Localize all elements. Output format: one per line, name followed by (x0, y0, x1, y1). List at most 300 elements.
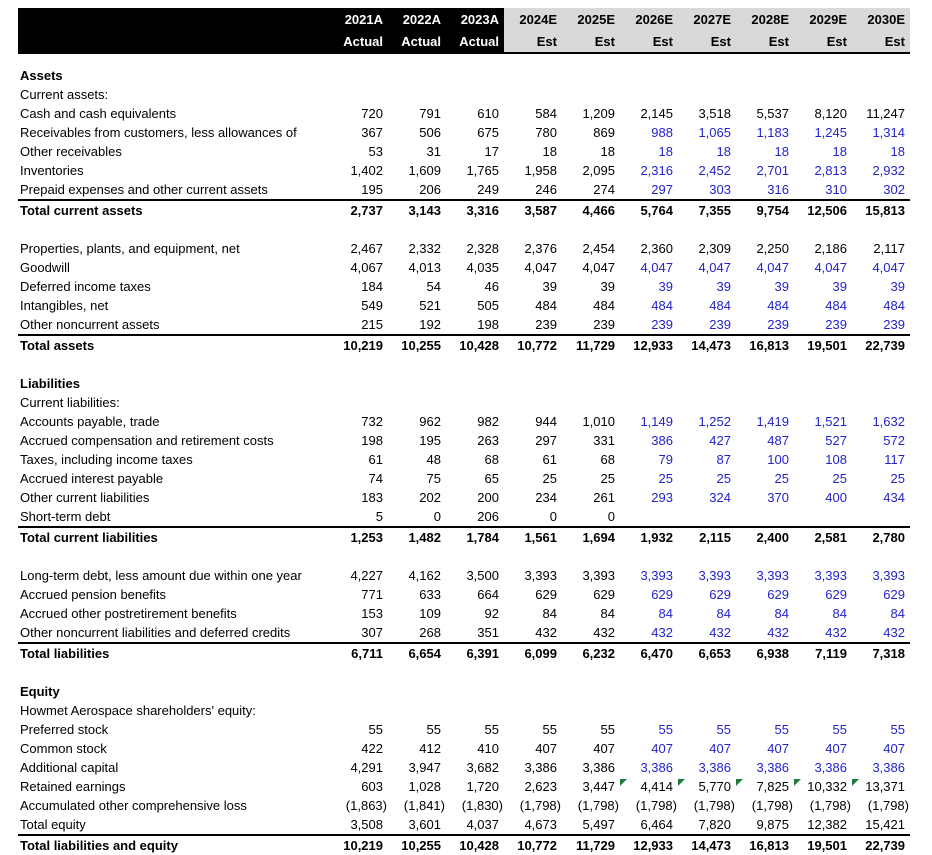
row-label-accumulated-other-comprehensive-loss[interactable]: Accumulated other comprehensive loss (20, 798, 247, 813)
value-cell-short-term-debt-2024E[interactable]: 0 (549, 509, 557, 524)
value-cell-retained-earnings-2030E[interactable]: 13,371 (852, 777, 910, 796)
value-cell-additional-capital-2021A[interactable]: 4,291 (350, 760, 383, 775)
row-label-total-current-assets[interactable]: Total current assets (18, 200, 330, 220)
header-corner-cell[interactable] (18, 8, 330, 30)
value-cell-short-term-debt-2023A[interactable]: 206 (477, 509, 499, 524)
value-cell-receivables-from-customers-less-allowances-of-2029E[interactable]: 1,245 (814, 125, 847, 140)
value-cell-deferred-income-taxes-2022A[interactable]: 54 (426, 279, 441, 294)
value-cell-common-stock-2022A[interactable]: 412 (419, 741, 441, 756)
value-cell-other-noncurrent-liabilities-and-deferred-credits-2023A[interactable]: 351 (477, 625, 499, 640)
value-cell-goodwill-2026E[interactable]: 4,047 (640, 260, 673, 275)
value-cell-total-current-assets-2023A[interactable]: 3,316 (446, 200, 504, 220)
value-cell-prepaid-expenses-and-other-current-assets-2028E[interactable]: 316 (767, 182, 789, 197)
value-cell-intangibles-net-2021A[interactable]: 549 (361, 298, 383, 313)
value-cell-accrued-compensation-and-retirement-costs-2028E[interactable]: 487 (767, 433, 789, 448)
value-cell-prepaid-expenses-and-other-current-assets-2026E[interactable]: 297 (651, 182, 673, 197)
value-cell-total-liabilities-2030E[interactable]: 7,318 (852, 643, 910, 663)
value-cell-preferred-stock-2027E[interactable]: 55 (716, 722, 731, 737)
column-header-2028E[interactable]: 2028E (736, 8, 794, 30)
value-cell-other-current-liabilities-2030E[interactable]: 434 (883, 490, 905, 505)
value-cell-short-term-debt-2026E[interactable] (620, 507, 678, 527)
value-cell-long-term-debt-less-amount-due-within-one-year-2030E[interactable]: 3,393 (872, 568, 905, 583)
value-cell-total-current-assets-2028E[interactable]: 9,754 (736, 200, 794, 220)
value-cell-other-noncurrent-liabilities-and-deferred-credits-2027E[interactable]: 432 (709, 625, 731, 640)
value-cell-total-equity-2021A[interactable]: 3,508 (350, 817, 383, 832)
value-cell-retained-earnings-2022A[interactable]: 1,028 (408, 779, 441, 794)
value-cell-deferred-income-taxes-2023A[interactable]: 46 (484, 279, 499, 294)
value-cell-accumulated-other-comprehensive-loss-2024E[interactable]: (1,798) (519, 798, 561, 813)
value-cell-accrued-interest-payable-2024E[interactable]: 25 (542, 471, 557, 486)
value-cell-total-equity-2030E[interactable]: 15,421 (865, 817, 905, 832)
value-cell-other-receivables-2030E[interactable]: 18 (890, 144, 905, 159)
value-cell-taxes-including-income-taxes-2027E[interactable]: 87 (716, 452, 731, 467)
value-cell-short-term-debt-2028E[interactable] (736, 507, 794, 527)
value-cell-total-current-liabilities-2021A[interactable]: 1,253 (330, 527, 388, 547)
value-cell-retained-earnings-2021A[interactable]: 603 (361, 779, 383, 794)
value-cell-accumulated-other-comprehensive-loss-2025E[interactable]: (1,798) (577, 798, 619, 813)
value-cell-common-stock-2025E[interactable]: 407 (593, 741, 615, 756)
row-label-other-noncurrent-liabilities-and-deferred-credits[interactable]: Other noncurrent liabilities and deferred credits (20, 625, 291, 640)
column-header-2023A[interactable]: 2023A (446, 8, 504, 30)
value-cell-cash-and-cash-equivalents-2023A[interactable]: 610 (477, 106, 499, 121)
row-label-accrued-interest-payable[interactable]: Accrued interest payable (20, 471, 164, 486)
value-cell-total-current-liabilities-2025E[interactable]: 1,694 (562, 527, 620, 547)
value-cell-other-current-liabilities-2026E[interactable]: 293 (651, 490, 673, 505)
value-cell-preferred-stock-2024E[interactable]: 55 (542, 722, 557, 737)
value-cell-total-liabilities-2023A[interactable]: 6,391 (446, 643, 504, 663)
column-subheader-2025E[interactable]: Est (562, 30, 620, 53)
value-cell-intangibles-net-2024E[interactable]: 484 (535, 298, 557, 313)
value-cell-inventories-2025E[interactable]: 2,095 (582, 163, 615, 178)
value-cell-additional-capital-2030E[interactable]: 3,386 (872, 760, 905, 775)
value-cell-long-term-debt-less-amount-due-within-one-year-2025E[interactable]: 3,393 (582, 568, 615, 583)
value-cell-accounts-payable-trade-2030E[interactable]: 1,632 (872, 414, 905, 429)
value-cell-deferred-income-taxes-2027E[interactable]: 39 (716, 279, 731, 294)
value-cell-total-current-assets-2021A[interactable]: 2,737 (330, 200, 388, 220)
value-cell-long-term-debt-less-amount-due-within-one-year-2023A[interactable]: 3,500 (466, 568, 499, 583)
value-cell-accrued-other-postretirement-benefits-2024E[interactable]: 84 (542, 606, 557, 621)
column-header-2027E[interactable]: 2027E (678, 8, 736, 30)
value-cell-accrued-interest-payable-2025E[interactable]: 25 (600, 471, 615, 486)
value-cell-inventories-2021A[interactable]: 1,402 (350, 163, 383, 178)
row-label-total-assets[interactable]: Total assets (18, 335, 330, 355)
value-cell-accrued-other-postretirement-benefits-2021A[interactable]: 153 (361, 606, 383, 621)
value-cell-accrued-compensation-and-retirement-costs-2024E[interactable]: 297 (535, 433, 557, 448)
value-cell-accrued-pension-benefits-2023A[interactable]: 664 (477, 587, 499, 602)
value-cell-deferred-income-taxes-2021A[interactable]: 184 (361, 279, 383, 294)
column-header-2024E[interactable]: 2024E (504, 8, 562, 30)
value-cell-other-receivables-2028E[interactable]: 18 (774, 144, 789, 159)
value-cell-accrued-other-postretirement-benefits-2023A[interactable]: 92 (484, 606, 499, 621)
row-label-retained-earnings[interactable]: Retained earnings (20, 779, 126, 794)
value-cell-total-liabilities-and-equity-2027E[interactable]: 14,473 (678, 835, 736, 855)
value-cell-total-current-liabilities-2029E[interactable]: 2,581 (794, 527, 852, 547)
value-cell-inventories-2024E[interactable]: 1,958 (524, 163, 557, 178)
value-cell-goodwill-2025E[interactable]: 4,047 (582, 260, 615, 275)
value-cell-intangibles-net-2025E[interactable]: 484 (593, 298, 615, 313)
value-cell-total-equity-2024E[interactable]: 4,673 (524, 817, 557, 832)
value-cell-total-liabilities-and-equity-2024E[interactable]: 10,772 (504, 835, 562, 855)
value-cell-total-assets-2022A[interactable]: 10,255 (388, 335, 446, 355)
row-label-short-term-debt[interactable]: Short-term debt (20, 509, 111, 524)
value-cell-deferred-income-taxes-2024E[interactable]: 39 (542, 279, 557, 294)
value-cell-prepaid-expenses-and-other-current-assets-2030E[interactable]: 302 (883, 182, 905, 197)
value-cell-preferred-stock-2025E[interactable]: 55 (600, 722, 615, 737)
value-cell-accumulated-other-comprehensive-loss-2021A[interactable]: (1,863) (345, 798, 387, 813)
value-cell-total-assets-2024E[interactable]: 10,772 (504, 335, 562, 355)
value-cell-other-noncurrent-liabilities-and-deferred-credits-2025E[interactable]: 432 (593, 625, 615, 640)
value-cell-goodwill-2023A[interactable]: 4,035 (466, 260, 499, 275)
value-cell-total-current-assets-2029E[interactable]: 12,506 (794, 200, 852, 220)
value-cell-other-receivables-2024E[interactable]: 18 (542, 144, 557, 159)
column-subheader-2030E[interactable]: Est (852, 30, 910, 53)
row-label-other-noncurrent-assets[interactable]: Other noncurrent assets (20, 317, 160, 332)
value-cell-accrued-other-postretirement-benefits-2028E[interactable]: 84 (774, 606, 789, 621)
row-label-total-liabilities-and-equity[interactable]: Total liabilities and equity (18, 835, 330, 855)
value-cell-intangibles-net-2029E[interactable]: 484 (825, 298, 847, 313)
value-cell-intangibles-net-2030E[interactable]: 484 (883, 298, 905, 313)
value-cell-accounts-payable-trade-2029E[interactable]: 1,521 (814, 414, 847, 429)
value-cell-additional-capital-2028E[interactable]: 3,386 (756, 760, 789, 775)
row-label-receivables-from-customers-less-allowances-of[interactable]: Receivables from customers, less allowances of (20, 125, 297, 140)
value-cell-additional-capital-2025E[interactable]: 3,386 (582, 760, 615, 775)
value-cell-total-current-assets-2026E[interactable]: 5,764 (620, 200, 678, 220)
row-label-howmet-aerospace-shareholders-equity[interactable]: Howmet Aerospace shareholders' equity: (20, 703, 256, 718)
value-cell-other-current-liabilities-2028E[interactable]: 370 (767, 490, 789, 505)
value-cell-intangibles-net-2026E[interactable]: 484 (651, 298, 673, 313)
value-cell-other-receivables-2025E[interactable]: 18 (600, 144, 615, 159)
value-cell-preferred-stock-2026E[interactable]: 55 (658, 722, 673, 737)
value-cell-total-liabilities-and-equity-2029E[interactable]: 19,501 (794, 835, 852, 855)
value-cell-accumulated-other-comprehensive-loss-2023A[interactable]: (1,830) (461, 798, 503, 813)
value-cell-taxes-including-income-taxes-2022A[interactable]: 48 (426, 452, 441, 467)
value-cell-total-equity-2028E[interactable]: 9,875 (756, 817, 789, 832)
value-cell-common-stock-2027E[interactable]: 407 (709, 741, 731, 756)
value-cell-receivables-from-customers-less-allowances-of-2021A[interactable]: 367 (361, 125, 383, 140)
value-cell-accrued-compensation-and-retirement-costs-2025E[interactable]: 331 (593, 433, 615, 448)
value-cell-cash-and-cash-equivalents-2029E[interactable]: 8,120 (814, 106, 847, 121)
value-cell-accounts-payable-trade-2021A[interactable]: 732 (361, 414, 383, 429)
value-cell-total-current-liabilities-2028E[interactable]: 2,400 (736, 527, 794, 547)
value-cell-short-term-debt-2021A[interactable]: 5 (375, 509, 383, 524)
value-cell-other-noncurrent-liabilities-and-deferred-credits-2030E[interactable]: 432 (883, 625, 905, 640)
value-cell-total-liabilities-2029E[interactable]: 7,119 (794, 643, 852, 663)
value-cell-inventories-2029E[interactable]: 2,813 (814, 163, 847, 178)
value-cell-total-liabilities-and-equity-2022A[interactable]: 10,255 (388, 835, 446, 855)
header-corner-cell[interactable] (18, 30, 330, 53)
value-cell-total-current-liabilities-2023A[interactable]: 1,784 (446, 527, 504, 547)
value-cell-total-assets-2023A[interactable]: 10,428 (446, 335, 504, 355)
value-cell-accrued-other-postretirement-benefits-2025E[interactable]: 84 (600, 606, 615, 621)
row-label-total-liabilities[interactable]: Total liabilities (18, 643, 330, 663)
value-cell-retained-earnings-2025E[interactable]: 3,447 (582, 779, 615, 794)
value-cell-receivables-from-customers-less-allowances-of-2026E[interactable]: 988 (651, 125, 673, 140)
value-cell-properties-plants-and-equipment-net-2024E[interactable]: 2,376 (524, 241, 557, 256)
value-cell-long-term-debt-less-amount-due-within-one-year-2021A[interactable]: 4,227 (350, 568, 383, 583)
value-cell-accumulated-other-comprehensive-loss-2026E[interactable]: (1,798) (635, 798, 677, 813)
value-cell-accrued-interest-payable-2021A[interactable]: 74 (368, 471, 383, 486)
value-cell-accrued-compensation-and-retirement-costs-2023A[interactable]: 263 (477, 433, 499, 448)
value-cell-accrued-other-postretirement-benefits-2027E[interactable]: 84 (716, 606, 731, 621)
row-label-goodwill[interactable]: Goodwill (20, 260, 70, 275)
value-cell-properties-plants-and-equipment-net-2022A[interactable]: 2,332 (408, 241, 441, 256)
value-cell-accrued-pension-benefits-2028E[interactable]: 629 (767, 587, 789, 602)
value-cell-total-liabilities-and-equity-2030E[interactable]: 22,739 (852, 835, 910, 855)
value-cell-accrued-pension-benefits-2025E[interactable]: 629 (593, 587, 615, 602)
column-header-2021A[interactable]: 2021A (330, 8, 388, 30)
value-cell-total-current-assets-2030E[interactable]: 15,813 (852, 200, 910, 220)
value-cell-total-assets-2026E[interactable]: 12,933 (620, 335, 678, 355)
value-cell-total-equity-2023A[interactable]: 4,037 (466, 817, 499, 832)
value-cell-properties-plants-and-equipment-net-2023A[interactable]: 2,328 (466, 241, 499, 256)
value-cell-additional-capital-2024E[interactable]: 3,386 (524, 760, 557, 775)
column-header-2026E[interactable]: 2026E (620, 8, 678, 30)
value-cell-receivables-from-customers-less-allowances-of-2030E[interactable]: 1,314 (872, 125, 905, 140)
value-cell-total-liabilities-2028E[interactable]: 6,938 (736, 643, 794, 663)
value-cell-accrued-other-postretirement-benefits-2026E[interactable]: 84 (658, 606, 673, 621)
column-header-2030E[interactable]: 2030E (852, 8, 910, 30)
value-cell-taxes-including-income-taxes-2030E[interactable]: 117 (884, 452, 905, 467)
row-label-accrued-compensation-and-retirement-costs[interactable]: Accrued compensation and retirement costs (20, 433, 274, 448)
value-cell-accrued-pension-benefits-2027E[interactable]: 629 (709, 587, 731, 602)
row-label-other-current-liabilities[interactable]: Other current liabilities (20, 490, 150, 505)
value-cell-taxes-including-income-taxes-2029E[interactable]: 108 (825, 452, 847, 467)
row-label-accounts-payable-trade[interactable]: Accounts payable, trade (20, 414, 160, 429)
value-cell-total-liabilities-and-equity-2028E[interactable]: 16,813 (736, 835, 794, 855)
value-cell-intangibles-net-2027E[interactable]: 484 (709, 298, 731, 313)
value-cell-goodwill-2024E[interactable]: 4,047 (524, 260, 557, 275)
row-label-properties-plants-and-equipment-net[interactable]: Properties, plants, and equipment, net (20, 241, 240, 256)
value-cell-other-noncurrent-assets-2023A[interactable]: 198 (477, 317, 499, 332)
value-cell-accounts-payable-trade-2026E[interactable]: 1,149 (640, 414, 673, 429)
value-cell-retained-earnings-2027E[interactable]: 5,770 (678, 777, 736, 796)
column-subheader-2029E[interactable]: Est (794, 30, 852, 53)
value-cell-receivables-from-customers-less-allowances-of-2025E[interactable]: 869 (593, 125, 615, 140)
value-cell-prepaid-expenses-and-other-current-assets-2029E[interactable]: 310 (825, 182, 847, 197)
value-cell-accumulated-other-comprehensive-loss-2029E[interactable]: (1,798) (809, 798, 851, 813)
value-cell-accrued-other-postretirement-benefits-2022A[interactable]: 109 (419, 606, 441, 621)
value-cell-total-assets-2029E[interactable]: 19,501 (794, 335, 852, 355)
value-cell-prepaid-expenses-and-other-current-assets-2022A[interactable]: 206 (419, 182, 441, 197)
value-cell-retained-earnings-2028E[interactable]: 7,825 (736, 777, 794, 796)
value-cell-total-liabilities-2021A[interactable]: 6,711 (330, 643, 388, 663)
value-cell-additional-capital-2027E[interactable]: 3,386 (698, 760, 731, 775)
value-cell-total-liabilities-2022A[interactable]: 6,654 (388, 643, 446, 663)
value-cell-common-stock-2023A[interactable]: 410 (477, 741, 499, 756)
row-label-inventories[interactable]: Inventories (20, 163, 84, 178)
value-cell-retained-earnings-2029E[interactable]: 10,332 (794, 777, 852, 796)
value-cell-accrued-interest-payable-2023A[interactable]: 65 (484, 471, 499, 486)
value-cell-common-stock-2029E[interactable]: 407 (825, 741, 847, 756)
value-cell-accrued-interest-payable-2029E[interactable]: 25 (832, 471, 847, 486)
value-cell-prepaid-expenses-and-other-current-assets-2023A[interactable]: 249 (477, 182, 499, 197)
value-cell-retained-earnings-2026E[interactable]: 4,414 (620, 777, 678, 796)
value-cell-total-equity-2026E[interactable]: 6,464 (640, 817, 673, 832)
value-cell-other-noncurrent-assets-2024E[interactable]: 239 (535, 317, 557, 332)
value-cell-accounts-payable-trade-2025E[interactable]: 1,010 (582, 414, 615, 429)
value-cell-other-current-liabilities-2025E[interactable]: 261 (593, 490, 615, 505)
row-label-additional-capital[interactable]: Additional capital (20, 760, 119, 775)
column-subheader-2024E[interactable]: Est (504, 30, 562, 53)
value-cell-properties-plants-and-equipment-net-2021A[interactable]: 2,467 (350, 241, 383, 256)
value-cell-long-term-debt-less-amount-due-within-one-year-2022A[interactable]: 4,162 (408, 568, 441, 583)
value-cell-accumulated-other-comprehensive-loss-2027E[interactable]: (1,798) (693, 798, 735, 813)
value-cell-total-equity-2025E[interactable]: 5,497 (582, 817, 615, 832)
value-cell-prepaid-expenses-and-other-current-assets-2024E[interactable]: 246 (535, 182, 557, 197)
column-subheader-2023A[interactable]: Actual (446, 30, 504, 53)
value-cell-retained-earnings-2024E[interactable]: 2,623 (524, 779, 557, 794)
value-cell-short-term-debt-2030E[interactable] (852, 507, 910, 527)
value-cell-accounts-payable-trade-2022A[interactable]: 962 (419, 414, 441, 429)
value-cell-additional-capital-2026E[interactable]: 3,386 (640, 760, 673, 775)
column-subheader-2021A[interactable]: Actual (330, 30, 388, 53)
value-cell-goodwill-2029E[interactable]: 4,047 (814, 260, 847, 275)
value-cell-other-noncurrent-liabilities-and-deferred-credits-2028E[interactable]: 432 (767, 625, 789, 640)
value-cell-deferred-income-taxes-2028E[interactable]: 39 (774, 279, 789, 294)
value-cell-deferred-income-taxes-2025E[interactable]: 39 (600, 279, 615, 294)
value-cell-properties-plants-and-equipment-net-2028E[interactable]: 2,250 (756, 241, 789, 256)
value-cell-accrued-interest-payable-2022A[interactable]: 75 (426, 471, 441, 486)
value-cell-short-term-debt-2027E[interactable] (678, 507, 736, 527)
value-cell-inventories-2022A[interactable]: 1,609 (408, 163, 441, 178)
value-cell-total-equity-2029E[interactable]: 12,382 (807, 817, 847, 832)
value-cell-total-equity-2027E[interactable]: 7,820 (698, 817, 731, 832)
value-cell-receivables-from-customers-less-allowances-of-2024E[interactable]: 780 (535, 125, 557, 140)
row-label-accrued-other-postretirement-benefits[interactable]: Accrued other postretirement benefits (20, 606, 237, 621)
column-subheader-2022A[interactable]: Actual (388, 30, 446, 53)
row-label-assets[interactable]: Assets (20, 68, 63, 83)
value-cell-receivables-from-customers-less-allowances-of-2023A[interactable]: 675 (477, 125, 499, 140)
row-label-total-equity[interactable]: Total equity (20, 817, 86, 832)
value-cell-accrued-interest-payable-2027E[interactable]: 25 (716, 471, 731, 486)
value-cell-total-equity-2022A[interactable]: 3,601 (408, 817, 441, 832)
value-cell-inventories-2023A[interactable]: 1,765 (466, 163, 499, 178)
value-cell-retained-earnings-2023A[interactable]: 1,720 (466, 779, 499, 794)
value-cell-goodwill-2022A[interactable]: 4,013 (408, 260, 441, 275)
value-cell-other-noncurrent-assets-2029E[interactable]: 239 (825, 317, 847, 332)
value-cell-other-receivables-2021A[interactable]: 53 (368, 144, 383, 159)
value-cell-accrued-pension-benefits-2021A[interactable]: 771 (361, 587, 383, 602)
value-cell-intangibles-net-2028E[interactable]: 484 (767, 298, 789, 313)
value-cell-accrued-interest-payable-2030E[interactable]: 25 (890, 471, 905, 486)
value-cell-cash-and-cash-equivalents-2022A[interactable]: 791 (419, 106, 441, 121)
row-label-long-term-debt-less-amount-due-within-one-year[interactable]: Long-term debt, less amount due within one year (20, 568, 302, 583)
value-cell-total-current-liabilities-2030E[interactable]: 2,780 (852, 527, 910, 547)
value-cell-total-liabilities-2027E[interactable]: 6,653 (678, 643, 736, 663)
value-cell-deferred-income-taxes-2030E[interactable]: 39 (890, 279, 905, 294)
value-cell-accrued-compensation-and-retirement-costs-2022A[interactable]: 195 (419, 433, 441, 448)
value-cell-preferred-stock-2029E[interactable]: 55 (832, 722, 847, 737)
value-cell-other-noncurrent-liabilities-and-deferred-credits-2021A[interactable]: 307 (361, 625, 383, 640)
value-cell-accrued-other-postretirement-benefits-2029E[interactable]: 84 (832, 606, 847, 621)
value-cell-accumulated-other-comprehensive-loss-2030E[interactable]: (1,798) (867, 798, 909, 813)
row-label-deferred-income-taxes[interactable]: Deferred income taxes (20, 279, 151, 294)
value-cell-cash-and-cash-equivalents-2027E[interactable]: 3,518 (698, 106, 731, 121)
value-cell-other-noncurrent-liabilities-and-deferred-credits-2022A[interactable]: 268 (419, 625, 441, 640)
row-label-equity[interactable]: Equity (20, 684, 60, 699)
value-cell-additional-capital-2022A[interactable]: 3,947 (408, 760, 441, 775)
row-label-prepaid-expenses-and-other-current-assets[interactable]: Prepaid expenses and other current assets (20, 182, 268, 197)
value-cell-intangibles-net-2023A[interactable]: 505 (477, 298, 499, 313)
value-cell-other-current-liabilities-2024E[interactable]: 234 (535, 490, 557, 505)
value-cell-other-noncurrent-liabilities-and-deferred-credits-2029E[interactable]: 432 (825, 625, 847, 640)
value-cell-additional-capital-2029E[interactable]: 3,386 (814, 760, 847, 775)
value-cell-accounts-payable-trade-2023A[interactable]: 982 (477, 414, 499, 429)
value-cell-other-current-liabilities-2021A[interactable]: 183 (361, 490, 383, 505)
value-cell-other-noncurrent-assets-2027E[interactable]: 239 (709, 317, 731, 332)
value-cell-receivables-from-customers-less-allowances-of-2027E[interactable]: 1,065 (698, 125, 731, 140)
value-cell-preferred-stock-2022A[interactable]: 55 (426, 722, 441, 737)
column-header-2025E[interactable]: 2025E (562, 8, 620, 30)
value-cell-properties-plants-and-equipment-net-2027E[interactable]: 2,309 (698, 241, 731, 256)
value-cell-other-noncurrent-assets-2030E[interactable]: 239 (883, 317, 905, 332)
value-cell-accrued-interest-payable-2028E[interactable]: 25 (774, 471, 789, 486)
value-cell-inventories-2028E[interactable]: 2,701 (756, 163, 789, 178)
value-cell-goodwill-2030E[interactable]: 4,047 (872, 260, 905, 275)
value-cell-other-receivables-2023A[interactable]: 17 (484, 144, 499, 159)
value-cell-accrued-compensation-and-retirement-costs-2030E[interactable]: 572 (883, 433, 905, 448)
value-cell-accrued-pension-benefits-2026E[interactable]: 629 (651, 587, 673, 602)
value-cell-inventories-2030E[interactable]: 2,932 (872, 163, 905, 178)
value-cell-total-liabilities-and-equity-2025E[interactable]: 11,729 (562, 835, 620, 855)
value-cell-accumulated-other-comprehensive-loss-2028E[interactable]: (1,798) (751, 798, 793, 813)
value-cell-common-stock-2024E[interactable]: 407 (535, 741, 557, 756)
value-cell-total-current-liabilities-2026E[interactable]: 1,932 (620, 527, 678, 547)
value-cell-prepaid-expenses-and-other-current-assets-2025E[interactable]: 274 (593, 182, 615, 197)
value-cell-other-receivables-2027E[interactable]: 18 (716, 144, 731, 159)
value-cell-common-stock-2030E[interactable]: 407 (883, 741, 905, 756)
value-cell-inventories-2026E[interactable]: 2,316 (640, 163, 673, 178)
value-cell-accrued-other-postretirement-benefits-2030E[interactable]: 84 (890, 606, 905, 621)
value-cell-total-current-assets-2024E[interactable]: 3,587 (504, 200, 562, 220)
row-label-liabilities[interactable]: Liabilities (20, 376, 80, 391)
value-cell-properties-plants-and-equipment-net-2026E[interactable]: 2,360 (640, 241, 673, 256)
value-cell-properties-plants-and-equipment-net-2025E[interactable]: 2,454 (582, 241, 615, 256)
value-cell-accrued-pension-benefits-2029E[interactable]: 629 (825, 587, 847, 602)
value-cell-other-receivables-2029E[interactable]: 18 (832, 144, 847, 159)
value-cell-accrued-pension-benefits-2024E[interactable]: 629 (535, 587, 557, 602)
value-cell-accrued-pension-benefits-2030E[interactable]: 629 (883, 587, 905, 602)
value-cell-receivables-from-customers-less-allowances-of-2022A[interactable]: 506 (419, 125, 441, 140)
value-cell-other-current-liabilities-2029E[interactable]: 400 (825, 490, 847, 505)
value-cell-other-receivables-2026E[interactable]: 18 (658, 144, 673, 159)
value-cell-prepaid-expenses-and-other-current-assets-2021A[interactable]: 195 (361, 182, 383, 197)
value-cell-deferred-income-taxes-2029E[interactable]: 39 (832, 279, 847, 294)
value-cell-preferred-stock-2021A[interactable]: 55 (368, 722, 383, 737)
row-label-cash-and-cash-equivalents[interactable]: Cash and cash equivalents (20, 106, 177, 121)
value-cell-short-term-debt-2025E[interactable]: 0 (607, 509, 615, 524)
value-cell-cash-and-cash-equivalents-2024E[interactable]: 584 (535, 106, 557, 121)
value-cell-total-current-liabilities-2027E[interactable]: 2,115 (678, 527, 736, 547)
column-subheader-2027E[interactable]: Est (678, 30, 736, 53)
row-label-other-receivables[interactable]: Other receivables (20, 144, 122, 159)
row-label-common-stock[interactable]: Common stock (20, 741, 107, 756)
value-cell-accounts-payable-trade-2028E[interactable]: 1,419 (756, 414, 789, 429)
value-cell-goodwill-2027E[interactable]: 4,047 (698, 260, 731, 275)
value-cell-total-liabilities-and-equity-2021A[interactable]: 10,219 (330, 835, 388, 855)
value-cell-goodwill-2028E[interactable]: 4,047 (756, 260, 789, 275)
value-cell-total-liabilities-2024E[interactable]: 6,099 (504, 643, 562, 663)
value-cell-total-liabilities-2025E[interactable]: 6,232 (562, 643, 620, 663)
value-cell-goodwill-2021A[interactable]: 4,067 (350, 260, 383, 275)
row-label-taxes-including-income-taxes[interactable]: Taxes, including income taxes (20, 452, 193, 467)
value-cell-long-term-debt-less-amount-due-within-one-year-2024E[interactable]: 3,393 (524, 568, 557, 583)
value-cell-receivables-from-customers-less-allowances-of-2028E[interactable]: 1,183 (756, 125, 789, 140)
value-cell-total-assets-2030E[interactable]: 22,739 (852, 335, 910, 355)
value-cell-properties-plants-and-equipment-net-2029E[interactable]: 2,186 (814, 241, 847, 256)
value-cell-long-term-debt-less-amount-due-within-one-year-2027E[interactable]: 3,393 (698, 568, 731, 583)
value-cell-other-noncurrent-assets-2025E[interactable]: 239 (593, 317, 615, 332)
